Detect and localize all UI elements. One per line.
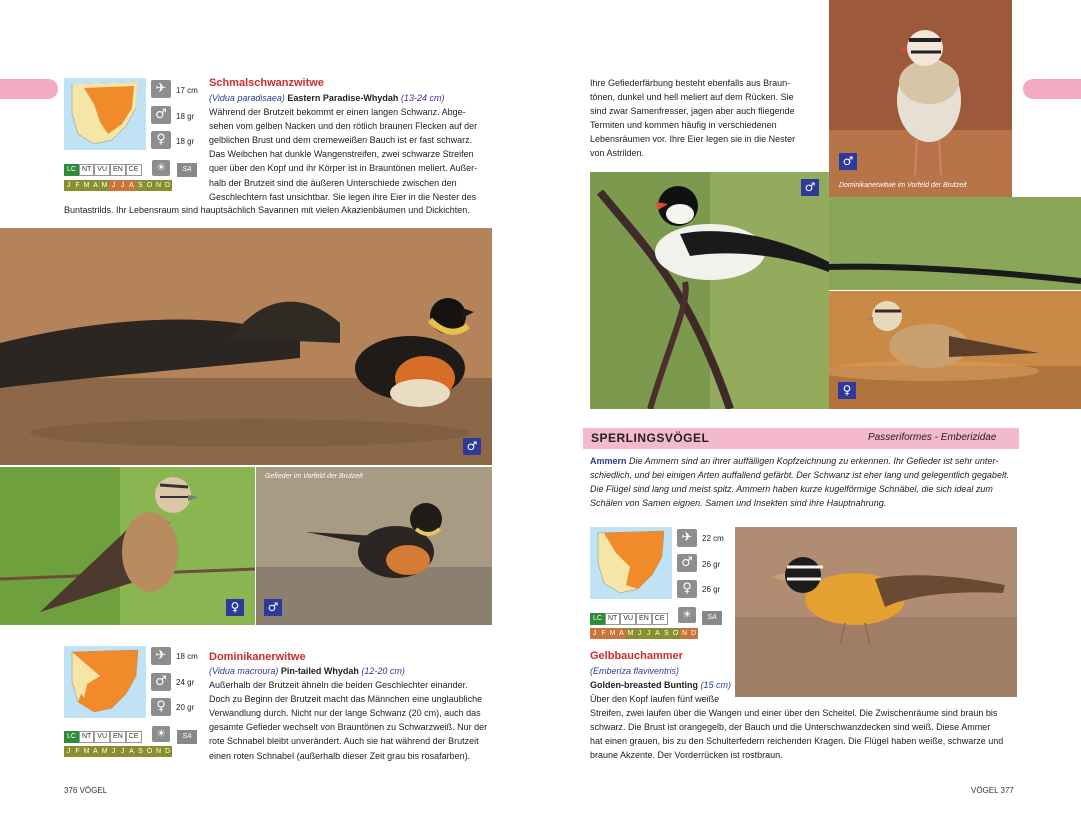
species-text-full-line: Buntastrilds. Ihr Lebensraum sind hauptsächlich Savannen mit vielen Akazienbäumen und Dickichten. (64, 205, 470, 215)
month: F (599, 628, 608, 639)
breeding-months-3 (590, 628, 698, 639)
male-weight-value: 26 gr (702, 560, 721, 569)
english-name: Pin-tailed Whydah (278, 666, 359, 676)
iucn-nt: NT (605, 613, 620, 625)
photo-caption-pin-tailed: Dominikanerwitwe im Vorfeld der Brutzeit (839, 182, 967, 189)
text-line: schiedlich, und bei einigen Arten auffallend gefärbt. Der Schwanz ist eher lang und gelegentlich gegabelt. (590, 470, 1009, 481)
iucn-nt: NT (79, 164, 94, 176)
male-badge: ♂ (839, 153, 857, 170)
male-weight-icon: ♂ (151, 106, 171, 124)
text-line: Über den Kopf laufen fünf weiße (590, 694, 720, 705)
iucn-status-3 (590, 613, 668, 625)
iucn-en: EN (110, 164, 126, 176)
month: J (64, 746, 73, 757)
male-badge: ♂ (463, 438, 481, 455)
size-range: (13-24 cm) (398, 93, 445, 103)
length-icon: ✈ (151, 80, 171, 98)
english-name-line (590, 678, 735, 692)
month: S (136, 180, 145, 191)
text-line: Geschlechtern fast unsichtbar. Sie legen ihre Eier in die Nester des (209, 191, 477, 202)
family-name: Ammern (590, 456, 627, 466)
breeding-months-1 (64, 180, 172, 191)
intro-text (590, 76, 825, 161)
month: D (164, 748, 171, 755)
month: S (662, 628, 671, 639)
length-value: 18 cm (176, 652, 198, 661)
length-value: 17 cm (176, 86, 198, 95)
month: J (635, 628, 644, 639)
iucn-vu: VU (620, 613, 636, 625)
month: D (690, 630, 697, 637)
text-line: einen roten Schnabel (außerhalb dieser Zeit grau bis rosafarben). (209, 750, 471, 761)
left-tab-marker (0, 79, 58, 99)
iucn-vu: VU (94, 731, 110, 743)
size-range: (12-20 cm) (358, 666, 405, 676)
female-weight-icon: ♀ (151, 698, 171, 716)
iucn-en: EN (636, 613, 652, 625)
text-line: von Astrilden. (590, 148, 645, 159)
month: J (118, 746, 127, 757)
month: D (164, 182, 171, 189)
species-names-line (209, 91, 499, 105)
sun-icon: ☀ (152, 160, 170, 176)
month: J (118, 180, 127, 191)
english-name: Eastern Paradise-Whydah (284, 93, 399, 103)
length-icon: ✈ (151, 647, 171, 665)
region-badge: SA (702, 611, 722, 625)
section-title: SPERLINGSVÖGEL (591, 431, 710, 445)
month: O (146, 748, 153, 755)
iucn-status-1 (64, 164, 142, 176)
month: S (136, 746, 145, 757)
text-line: gesamte Gefieder wechselt von Brauntönen zu Schwarzweiß. Nur der (209, 722, 488, 733)
photo-pin-tailed-whydah-tail (829, 197, 1081, 290)
iucn-status-2 (64, 731, 142, 743)
female-weight-value: 18 gr (176, 137, 195, 146)
text-line: Doch zu Beginn der Brutzeit macht das Männchen eine unglaubliche (209, 694, 483, 705)
month: N (681, 630, 688, 637)
text-line: Die Flügel sind lang und meist spitz. Ammern haben kurze kugelförmige Schnäbel, die sich ideal zum (590, 484, 993, 495)
english-name: Golden-breasted Bunting (590, 680, 698, 691)
species-title-pin-tailed-whydah: Dominikanerwitwe (209, 651, 306, 663)
text-line: Verwandlung durch. Nicht nur der lange Schwanz (20 cm), auch das (209, 708, 481, 719)
species-names-line (209, 664, 499, 678)
female-badge: ♀ (838, 382, 856, 399)
month: O (146, 182, 153, 189)
month: J (644, 628, 653, 639)
month: M (83, 748, 90, 755)
iucn-vu: VU (94, 164, 110, 176)
female-weight-icon: ♀ (151, 131, 171, 149)
text-line: Streifen, zwei laufen über die Wangen und einer über den Scheitel. Die Zwischenräume sind braun bis (590, 708, 998, 718)
size-range: (15 cm) (698, 680, 732, 691)
month: F (73, 746, 82, 757)
photo-pin-tailed-whydah-male (590, 172, 829, 409)
month: A (617, 628, 626, 639)
male-weight-value: 24 gr (176, 678, 195, 687)
scientific-name: (Vidua paradisaea) (209, 93, 285, 103)
month: M (83, 182, 90, 189)
month: N (155, 182, 162, 189)
length-icon: ✈ (677, 529, 697, 547)
text-line: sind zwar Samenfresser, jagen aber auch fliegende (590, 106, 795, 117)
text-line: Während der Brutzeit bekommt er einen langen Schwanz. Abge- (209, 107, 466, 118)
female-weight-icon: ♀ (677, 580, 697, 598)
sun-icon: ☀ (152, 726, 170, 742)
month: A (127, 180, 136, 191)
text-line: Die Ammern sind an ihrer auffälligen Kopfzeichnung zu erkennen. Ihr Gefieder ist sehr unter- (626, 456, 999, 466)
right-tab-marker (1023, 79, 1081, 99)
month: M (609, 630, 616, 637)
month: A (653, 628, 662, 639)
month: J (109, 180, 118, 191)
month: N (155, 748, 162, 755)
page-footer-left: 376 VÖGEL (64, 786, 108, 795)
iucn-nt: NT (79, 731, 94, 743)
text-line: Außerhalb der Brutzeit ähneln die beiden Geschlechter einander. (209, 680, 468, 691)
species-text-golden-breasted-bunting (590, 664, 735, 706)
photo-pin-tailed-whydah-female (829, 291, 1081, 409)
photo-paradise-whydah-prebreeding (256, 467, 492, 625)
sun-icon: ☀ (678, 607, 696, 623)
region-badge: SA (177, 163, 197, 177)
text-line: braune Akzente. Der Vorderrücken ist rostbraun. (590, 750, 783, 761)
month: M (627, 630, 634, 637)
female-weight-value: 20 gr (176, 703, 195, 712)
iucn-lc: LC (64, 731, 79, 743)
region-badge: SA (177, 730, 197, 744)
scientific-name: (Vidua macroura) (209, 666, 279, 676)
male-weight-icon: ♂ (151, 673, 171, 691)
month: O (672, 630, 679, 637)
photo-golden-breasted-bunting (735, 527, 1017, 697)
text-line: Lebensräumen vor. Ihre Eier legen sie in die Nester (590, 134, 796, 145)
text-line: Ihre Gefiederfärbung besteht ebenfalls aus Braun- (590, 78, 791, 88)
text-line: Schälen von Samen eignen. Samen und Insekten sind ihre Hauptnahrung. (590, 498, 887, 509)
month: A (127, 746, 136, 757)
iucn-lc: LC (590, 613, 605, 625)
family-description (590, 454, 1020, 510)
species-title-paradise-whydah: Schmalschwanzwitwe (209, 77, 324, 89)
species-text-pin-tailed-whydah (209, 664, 499, 763)
breeding-months-2 (64, 746, 172, 757)
iucn-ce: CE (652, 613, 668, 625)
text-line: Das Weibchen hat dunkle Wangenstreifen, zwei schwarze Streifen (209, 149, 474, 160)
text-line: schwarz. Die Brust ist orangegelb, der Bauch und die Unterschwanzdecken sind weiß. Diese Ammer (590, 722, 991, 733)
month: A (91, 746, 100, 757)
male-weight-value: 18 gr (176, 112, 195, 121)
iucn-ce: CE (126, 731, 142, 743)
month: F (73, 180, 82, 191)
month: A (91, 180, 100, 191)
range-map-pin-tailed-whydah (64, 646, 146, 718)
length-value: 22 cm (702, 534, 724, 543)
species-text-golden-breasted-bunting-cont (590, 706, 1020, 762)
family-line-first (590, 454, 1020, 468)
scientific-name: (Emberiza flaviventris) (590, 666, 680, 676)
male-weight-icon: ♂ (677, 554, 697, 572)
text-line: hat einen grauen, bis zu den Schulterfedern reichenden Kragen. Die Flügel haben weiße, schwarze und (590, 736, 1004, 747)
text-line: quer über den Kopf und ihr Körper ist in Brauntönen meliert. Außer- (209, 163, 478, 174)
photo-paradise-whydah-female (0, 467, 255, 625)
iucn-ce: CE (126, 164, 142, 176)
text-line: Termiten und kommen häufig in verschiedenen (590, 120, 777, 131)
text-line: rote Schnabel bleibt unverändert. Auch sie hat während der Brutzeit (209, 736, 479, 747)
male-badge: ♂ (264, 599, 282, 616)
section-latin-name: Passeriformes - Emberizidae (868, 432, 997, 443)
female-weight-value: 26 gr (702, 585, 721, 594)
male-badge: ♂ (801, 179, 819, 196)
text-line: sehen vom gelben Nacken und den rötlich braunen Flecken auf der (209, 121, 478, 132)
month: J (64, 180, 73, 191)
species-text-paradise-whydah (209, 91, 499, 204)
iucn-en: EN (110, 731, 126, 743)
page-footer-right: VÖGEL 377 (971, 786, 1014, 795)
female-badge: ♀ (226, 599, 244, 616)
text-line: halb der Brutzeit sind die äußeren Unterschiede zwischen den (209, 177, 457, 188)
month: M (101, 182, 108, 189)
month: M (101, 748, 108, 755)
text-line: tönen, dunkel und hell meliert auf dem Rücken. Sie (590, 92, 794, 103)
month: J (109, 746, 118, 757)
iucn-lc: LC (64, 164, 79, 176)
photo-paradise-whydah-male (0, 228, 492, 465)
photo-caption-prebreeding: Gefieder im Vorfeld der Brutzeit (265, 473, 363, 480)
range-map-golden-breasted-bunting (590, 527, 672, 599)
month: J (590, 628, 599, 639)
range-map-paradise-whydah (64, 78, 146, 150)
species-title-golden-breasted-bunting: Gelbbauchammer (590, 650, 683, 662)
text-line: gelblichen Brust und dem cremeweißen Bauch ist er fast schwarz. (209, 135, 473, 146)
